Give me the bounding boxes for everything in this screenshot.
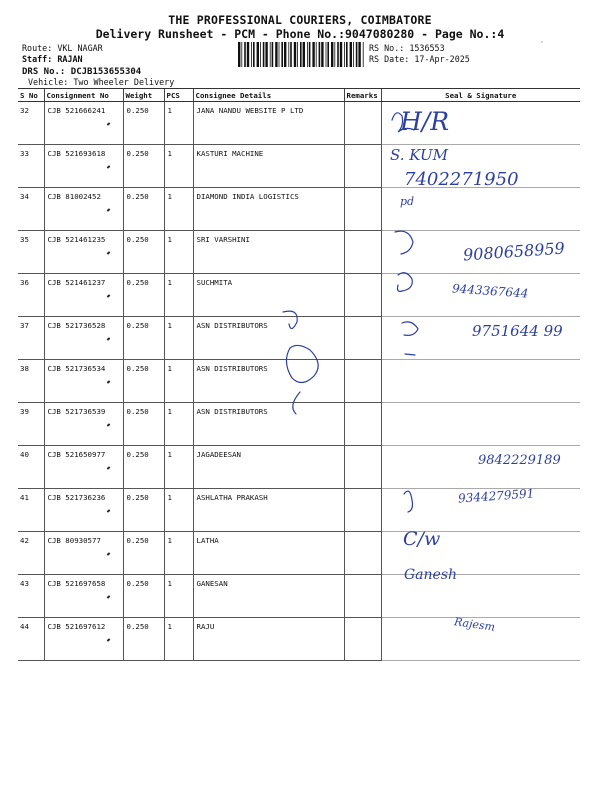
signature-33-name: S. KUM bbox=[390, 146, 448, 164]
barcode-bar bbox=[300, 42, 302, 67]
cell-remarks bbox=[344, 532, 381, 575]
cell-pcs: 1 bbox=[164, 575, 193, 618]
cell-consignee: JAGADEESAN bbox=[193, 446, 344, 489]
cell-consignment: CJB 521736534 bbox=[44, 360, 123, 403]
cell-signature bbox=[381, 188, 580, 231]
cell-consignment: CJB 521461237 bbox=[44, 274, 123, 317]
barcode-bar bbox=[251, 42, 252, 67]
staff-label: Staff: bbox=[22, 54, 53, 64]
barcode-bar bbox=[309, 42, 311, 67]
barcode-bar bbox=[272, 42, 274, 67]
barcode-bar bbox=[241, 42, 242, 67]
cell-consignee: ASN DISTRIBUTORS bbox=[193, 317, 344, 360]
cell-sno: 37 bbox=[18, 317, 44, 360]
pen-tick bbox=[106, 595, 110, 598]
table-row bbox=[18, 102, 580, 145]
vehicle-label: Vehicle: bbox=[28, 77, 69, 87]
cell-remarks bbox=[344, 575, 381, 618]
barcode-bar bbox=[319, 42, 321, 67]
barcode-bar bbox=[270, 42, 271, 67]
pen-tick bbox=[106, 208, 110, 211]
barcode-bar bbox=[238, 42, 240, 67]
cell-consignment: CJB 80930577 bbox=[44, 532, 123, 575]
pen-tick bbox=[106, 337, 110, 340]
barcode-bar bbox=[312, 42, 314, 67]
cell-consignee: RAJU bbox=[193, 618, 344, 661]
cell-consignment: CJB 521736528 bbox=[44, 317, 123, 360]
signature-34: pd bbox=[400, 195, 415, 208]
route-line bbox=[22, 43, 103, 53]
cell-consignee: KASTURI MACHINE bbox=[193, 145, 344, 188]
cell-weight: 0.250 bbox=[123, 489, 164, 532]
col-consignment: Consignment No bbox=[44, 89, 123, 102]
cell-pcs: 1 bbox=[164, 317, 193, 360]
col-remarks: Remarks bbox=[344, 89, 381, 102]
barcode-bar bbox=[257, 42, 259, 67]
col-consignee: Consignee Details bbox=[193, 89, 344, 102]
cell-sno: 36 bbox=[18, 274, 44, 317]
cell-remarks bbox=[344, 274, 381, 317]
route-value: VKL NAGAR bbox=[57, 43, 103, 53]
signature-35: 9080658959 bbox=[462, 238, 566, 265]
cell-sno: 34 bbox=[18, 188, 44, 231]
cell-consignee: ASN DISTRIBUTORS bbox=[193, 360, 344, 403]
cell-consignment: CJB 521693618 bbox=[44, 145, 123, 188]
staff-line bbox=[22, 54, 83, 64]
cell-consignment: CJB 521697612 bbox=[44, 618, 123, 661]
barcode-bar bbox=[337, 42, 339, 67]
cell-weight: 0.250 bbox=[123, 618, 164, 661]
barcode-bar bbox=[321, 42, 323, 67]
rs-no-value: 1536553 bbox=[409, 43, 445, 53]
cell-remarks bbox=[344, 403, 381, 446]
barcode-bar bbox=[356, 42, 358, 67]
rs-date-value: 17-Apr-2025 bbox=[414, 54, 470, 64]
barcode-bar bbox=[297, 42, 298, 67]
cell-pcs: 1 bbox=[164, 618, 193, 661]
cell-sno: 44 bbox=[18, 618, 44, 661]
table-row bbox=[18, 188, 580, 231]
runsheet-subtitle: Delivery Runsheet - PCM - Phone No.:9047080280 - Page No.:4 bbox=[95, 27, 505, 41]
rs-no-line bbox=[369, 43, 445, 53]
barcode-icon bbox=[238, 42, 364, 67]
cell-pcs: 1 bbox=[164, 360, 193, 403]
company-title: THE PROFESSIONAL COURIERS, COIMBATORE bbox=[168, 13, 432, 27]
table-row bbox=[18, 532, 580, 575]
pen-tick bbox=[106, 552, 110, 555]
col-sno: S No bbox=[18, 89, 44, 102]
cell-remarks bbox=[344, 188, 381, 231]
cell-pcs: 1 bbox=[164, 274, 193, 317]
cell-signature bbox=[381, 403, 580, 446]
signature-43: Ganesh bbox=[404, 567, 458, 583]
corner-mark: , bbox=[540, 36, 545, 44]
barcode-bar bbox=[275, 42, 277, 67]
cell-sno: 41 bbox=[18, 489, 44, 532]
cell-sno: 35 bbox=[18, 231, 44, 274]
cell-sno: 33 bbox=[18, 145, 44, 188]
cell-signature bbox=[381, 360, 580, 403]
cell-pcs: 1 bbox=[164, 188, 193, 231]
cell-consignment: CJB 81002452 bbox=[44, 188, 123, 231]
cell-weight: 0.250 bbox=[123, 532, 164, 575]
signature-37: 9751644 99 bbox=[472, 322, 563, 340]
barcode-bar bbox=[263, 42, 265, 67]
cell-remarks bbox=[344, 489, 381, 532]
cell-consignee: LATHA bbox=[193, 532, 344, 575]
barcode-bar bbox=[358, 42, 360, 67]
cell-consignment: CJB 521736539 bbox=[44, 403, 123, 446]
cell-pcs: 1 bbox=[164, 532, 193, 575]
pen-tick bbox=[106, 122, 110, 125]
cell-weight: 0.250 bbox=[123, 575, 164, 618]
cell-pcs: 1 bbox=[164, 489, 193, 532]
col-signature: Seal & Signature bbox=[381, 89, 580, 102]
barcode-bar bbox=[334, 42, 335, 67]
cell-consignment: CJB 521461235 bbox=[44, 231, 123, 274]
cell-pcs: 1 bbox=[164, 403, 193, 446]
col-pcs: PCS bbox=[164, 89, 193, 102]
cell-sno: 38 bbox=[18, 360, 44, 403]
signature-41: 9344279591 bbox=[457, 486, 535, 506]
cell-weight: 0.250 bbox=[123, 317, 164, 360]
signature-44: Rajesm bbox=[453, 615, 496, 634]
barcode-bar bbox=[350, 42, 352, 67]
route-label: Route: bbox=[22, 43, 53, 53]
cell-consignee: GANESAN bbox=[193, 575, 344, 618]
cell-weight: 0.250 bbox=[123, 145, 164, 188]
barcode-bar bbox=[279, 42, 280, 67]
table-row bbox=[18, 403, 580, 446]
staff-value: RAJAN bbox=[57, 54, 83, 64]
barcode-bar bbox=[260, 42, 261, 67]
barcode-bar bbox=[303, 42, 305, 67]
pen-tick bbox=[106, 423, 110, 426]
drs-value: DCJB153655304 bbox=[70, 67, 142, 77]
vehicle-line bbox=[28, 77, 174, 87]
cell-remarks bbox=[344, 317, 381, 360]
cell-consignee: SRI VARSHINI bbox=[193, 231, 344, 274]
cell-sno: 39 bbox=[18, 403, 44, 446]
cell-remarks bbox=[344, 446, 381, 489]
barcode-bar bbox=[253, 42, 255, 67]
rs-date-label: RS Date: bbox=[369, 54, 410, 64]
cell-consignee: ASN DISTRIBUTORS bbox=[193, 403, 344, 446]
cell-consignment: CJB 521736236 bbox=[44, 489, 123, 532]
signature-33-phone: 7402271950 bbox=[404, 169, 519, 190]
pen-tick bbox=[106, 294, 110, 297]
rs-no-label: RS No.: bbox=[369, 43, 405, 53]
barcode-bar bbox=[326, 42, 327, 67]
col-weight: Weight bbox=[123, 89, 164, 102]
cell-weight: 0.250 bbox=[123, 360, 164, 403]
cell-sno: 43 bbox=[18, 575, 44, 618]
cell-weight: 0.250 bbox=[123, 231, 164, 274]
pen-tick bbox=[106, 251, 110, 254]
cell-weight: 0.250 bbox=[123, 102, 164, 145]
table-row bbox=[18, 618, 580, 661]
rs-date-line bbox=[369, 54, 470, 64]
cell-weight: 0.250 bbox=[123, 446, 164, 489]
signature-36: 9443367644 bbox=[451, 281, 529, 301]
barcode-bar bbox=[265, 42, 267, 67]
cell-consignee: ASHLATHA PRAKASH bbox=[193, 489, 344, 532]
barcode-bar bbox=[363, 42, 364, 67]
signature-40: 9842229189 bbox=[478, 453, 561, 468]
barcode-bar bbox=[327, 42, 329, 67]
barcode-bar bbox=[316, 42, 317, 67]
pen-tick bbox=[106, 509, 110, 512]
table-row bbox=[18, 360, 580, 403]
cell-weight: 0.250 bbox=[123, 188, 164, 231]
barcode-bar bbox=[340, 42, 342, 67]
pen-tick bbox=[106, 380, 110, 383]
barcode-bar bbox=[346, 42, 348, 67]
drs-label: DRS No.: bbox=[22, 67, 66, 77]
pen-tick bbox=[106, 466, 110, 469]
barcode-bar bbox=[307, 42, 308, 67]
cell-remarks bbox=[344, 618, 381, 661]
drs-line bbox=[22, 67, 141, 77]
cell-consignee: SUCHMITA bbox=[193, 274, 344, 317]
signature-32: H/R bbox=[400, 107, 450, 136]
cell-sno: 42 bbox=[18, 532, 44, 575]
table-row bbox=[18, 575, 580, 618]
cell-pcs: 1 bbox=[164, 446, 193, 489]
barcode-bar bbox=[244, 42, 246, 67]
cell-weight: 0.250 bbox=[123, 403, 164, 446]
barcode-bar bbox=[294, 42, 296, 67]
cell-consignee: JANA NANDU WEBSITE P LTD bbox=[193, 102, 344, 145]
cell-remarks bbox=[344, 145, 381, 188]
barcode-bar bbox=[331, 42, 333, 67]
cell-pcs: 1 bbox=[164, 102, 193, 145]
barcode-bar bbox=[344, 42, 345, 67]
cell-sno: 32 bbox=[18, 102, 44, 145]
barcode-bar bbox=[288, 42, 289, 67]
cell-pcs: 1 bbox=[164, 231, 193, 274]
cell-remarks bbox=[344, 360, 381, 403]
pen-tick bbox=[106, 638, 110, 641]
cell-consignment: CJB 521666241 bbox=[44, 102, 123, 145]
pen-tick bbox=[106, 165, 110, 168]
cell-sno: 40 bbox=[18, 446, 44, 489]
barcode-bar bbox=[353, 42, 354, 67]
cell-consignee: DIAMOND INDIA LOGISTICS bbox=[193, 188, 344, 231]
vehicle-value: Two Wheeler Delivery bbox=[73, 77, 175, 87]
barcode-bar bbox=[290, 42, 292, 67]
cell-pcs: 1 bbox=[164, 145, 193, 188]
cell-weight: 0.250 bbox=[123, 274, 164, 317]
barcode-bar bbox=[281, 42, 283, 67]
barcode-bar bbox=[284, 42, 286, 67]
cell-remarks bbox=[344, 231, 381, 274]
signature-42: C/w bbox=[403, 528, 441, 550]
table-header-row bbox=[18, 89, 580, 102]
barcode-bar bbox=[247, 42, 249, 67]
cell-consignment: CJB 521697658 bbox=[44, 575, 123, 618]
cell-consignment: CJB 521650977 bbox=[44, 446, 123, 489]
cell-remarks bbox=[344, 102, 381, 145]
